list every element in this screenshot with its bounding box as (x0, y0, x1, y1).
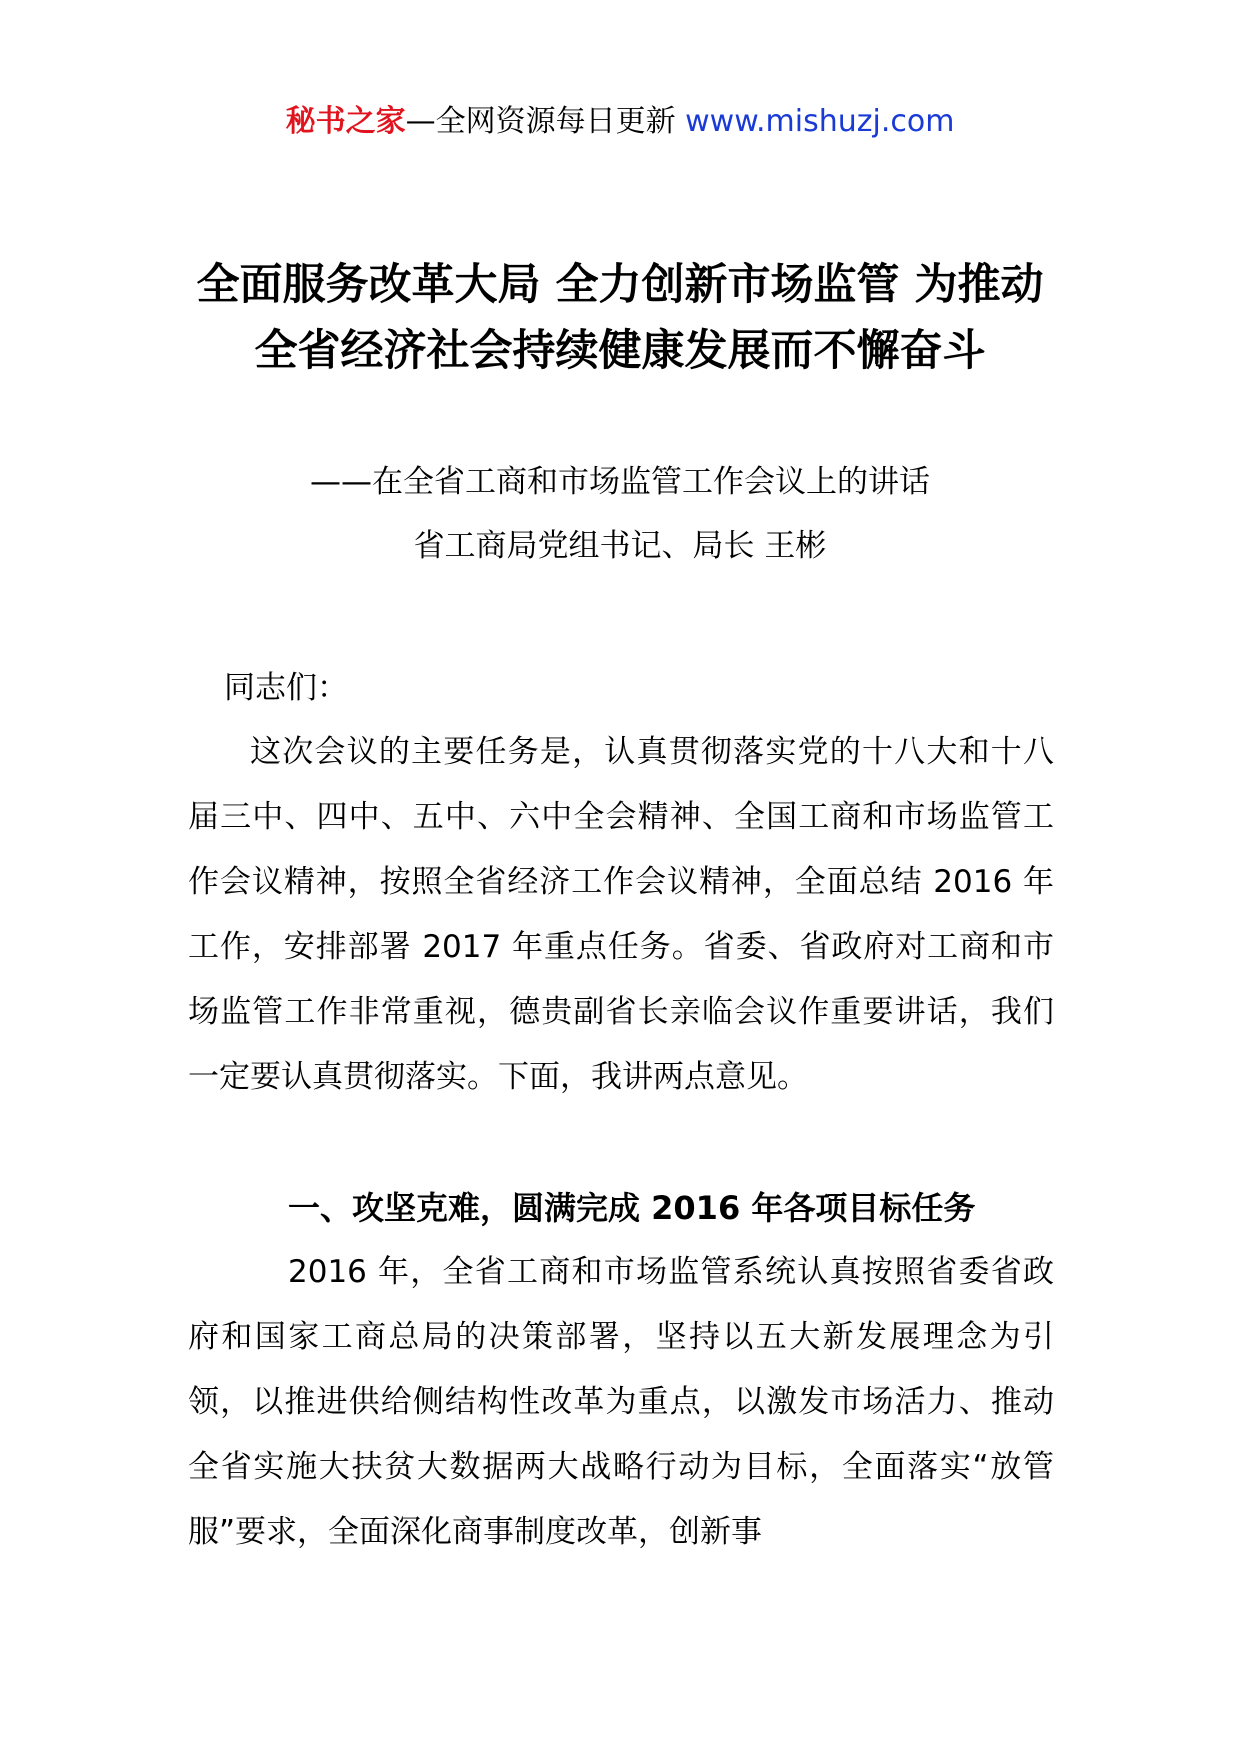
section-heading-1: 一、攻坚克难，圆满完成 2016 年各项目标任务 (288, 1189, 976, 1227)
salutation: 同志们： (224, 670, 348, 706)
document-title: 全面服务改革大局 全力创新市场监管 为推动全省经济社会持续健康发展而不懈奋斗 (196, 260, 1044, 376)
body-paragraph-1: 这次会议的主要任务是，认真贯彻落实党的十八大和十八届三中、四中、五中、六中全会精神、全国工商和市场监管工作会议精神，按照全省经济工作会议精神，全面总结 2016 年工作，安排部署 2017 年重点任务。省委、省政府对工商和市场监管工作非常重视，德贵副省长亲临会议作重要讲话，我们一定要认真贯彻落实。下面，我讲两点意见。 (188, 734, 1054, 1095)
document-subtitle: ——在全省工商和市场监管工作会议上的讲话 (310, 464, 930, 500)
site-brand: 秘书之家 (285, 104, 406, 139)
site-slogan: —全网资源每日更新 (405, 104, 686, 139)
site-header (0, 100, 1240, 144)
document-author: 省工商局党组书记、局长 王彬 (413, 528, 827, 564)
body-paragraph-2: 2016 年，全省工商和市场监管系统认真按照省委省政府和国家工商总局的决策部署，坚持以五大新发展理念为引领，以推进供给侧结构性改革为重点，以激发市场活力、推动全省实施大扶贫大数据两大战略行动为目标，全面落实“放管服”要求，全面深化商事制度改革，创新事 (188, 1254, 1054, 1550)
site-url-link[interactable]: www.mishuzj.com (685, 104, 955, 139)
